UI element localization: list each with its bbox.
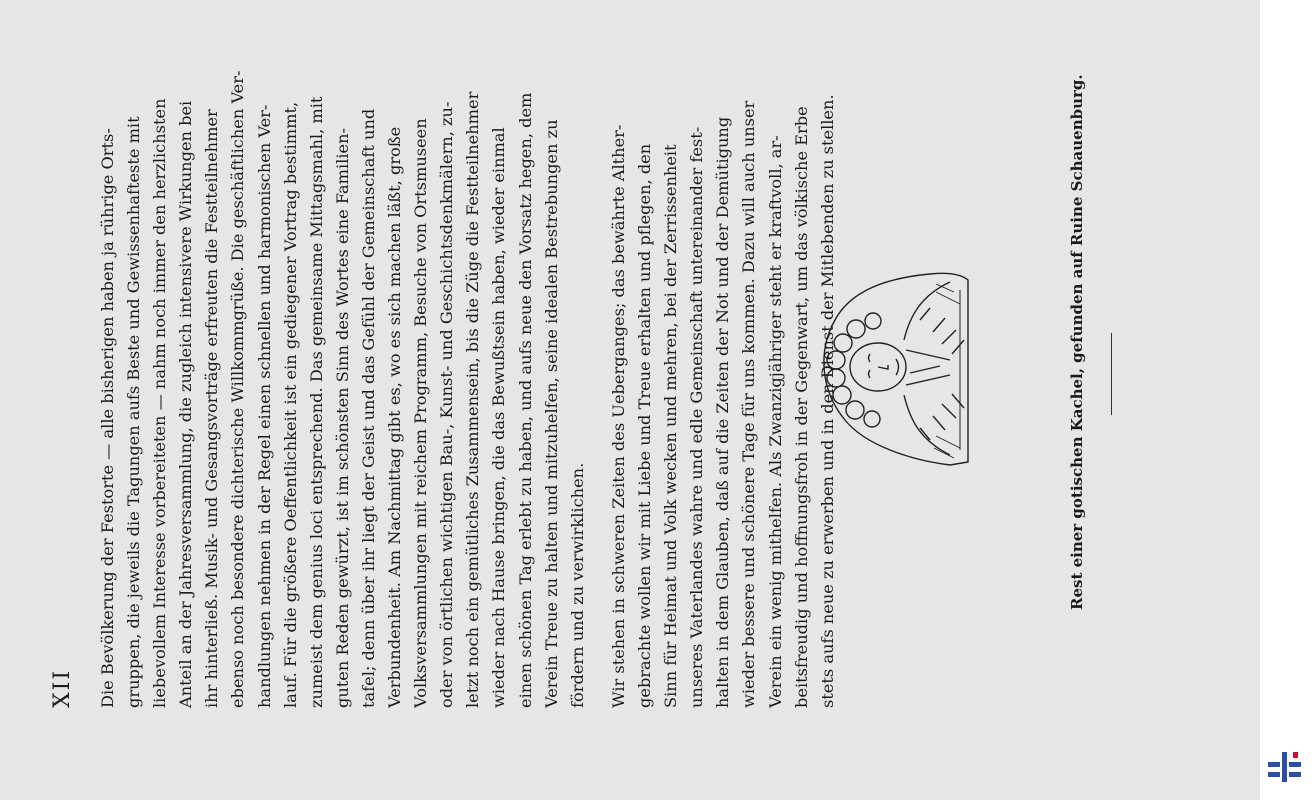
text-line: Volksversammlungen mit reichem Programm, Besuche von Ortsmuseen — [411, 118, 431, 708]
text-line: Verein ein wenig mithelfen. Als Zwanzigjähriger steht er kraftvoll, ar- — [765, 135, 785, 708]
text-line: Die Bevölkerung der Festorte — alle bisherigen haben ja rührige Orts- — [98, 128, 117, 708]
page-number: XII — [50, 668, 75, 708]
text-line: liebevollem Interesse vorbereiteten — nahm noch immer den herzlichsten — [150, 98, 170, 708]
text-line: handlungen nehmen in der Regel einen schnellen und harmonischen Ver- — [254, 104, 274, 708]
text-line: einen schönen Tag erlebt zu haben, und aufs neue den Vorsatz hegen, dem — [515, 92, 535, 708]
text-line: unseres Vaterlandes wahre und edle Gemeinschaft untereinander fest- — [687, 126, 707, 708]
text-line: wieder bessere und schönere Tage für uns kommen. Dazu will auch unser — [739, 100, 759, 708]
text-line: lauf. Für die größere Oeffentlichkeit ist ein gediegener Vortrag bestimmt, — [280, 101, 300, 708]
text-line: oder von örtlichen wichtigen Bau-, Kunst- und Geschichtsdenkmälern, zu- — [437, 101, 457, 708]
text-line: gruppen, die jeweils die Tagungen aufs Beste und Gewissenhafteste mit — [124, 116, 144, 708]
text-line: gebrachte wollen wir mit Liebe und Treue erhalten und pflegen, den — [635, 143, 655, 708]
text-line: halten in dem Glauben, daß auf die Zeiten der Not und der Demütigung — [713, 116, 733, 708]
figure-caption: Rest einer gotischen Kachel, gefunden auf Ruine Schauenburg. — [1068, 74, 1086, 610]
text-line: Wir stehen in schweren Zeiten des Ueberganges; das bewährte Alther- — [609, 124, 628, 708]
text-line: Verbundenheit. Am Nachmittag gibt es, wo es sich machen läßt, große — [385, 126, 405, 708]
text-line: Sinn für Heimat und Volk wecken und mehren, bei der Zerrissenheit — [661, 144, 681, 708]
library-logo-icon — [1266, 748, 1310, 788]
divider-rule — [1111, 333, 1112, 415]
text-line: tafel; denn über ihr liegt der Geist und das Gefühl der Gemeinschaft und — [358, 108, 378, 708]
text-line: beitsfreudig und hoffnungsfroh in der Gegenwart, um das völkische Erbe — [791, 106, 811, 708]
text-line: ihr hinterließ. Musik- und Gesangsvorträge erfreuten die Festteilnehmer — [202, 109, 222, 708]
text-line: Verein Treue zu halten und mitzuhelfen, seine idealen Bestrebungen zu — [541, 119, 561, 708]
text-line: wieder nach Hause bringen, die das Bewußtsein haben, wieder einmal — [489, 127, 509, 708]
text-line: stets aufs neue zu erwerben und in den Dienst der Mitlebenden zu stellen. — [817, 94, 837, 708]
text-line: Anteil an der Jahresversammlung, die zugleich intensivere Wirkungen bei — [176, 100, 196, 708]
text-line: zumeist dem genius loci entsprechend. Das gemeinsame Mittagsmahl, mit — [306, 96, 326, 708]
text-line: ebenso noch besondere dichterische Willkommgrüße. Die geschäftlichen Ver- — [228, 70, 248, 708]
text-line: guten Reden gewürzt, ist im schönsten Sinn des Wortes eine Familien- — [332, 127, 352, 708]
library-sidebar — [1260, 0, 1316, 800]
text-line: fördern und zu verwirklichen. — [567, 462, 587, 708]
text-line: letzt noch ein gemütliches Zusammensein, bis die Züge die Festteilnehmer — [463, 91, 483, 708]
